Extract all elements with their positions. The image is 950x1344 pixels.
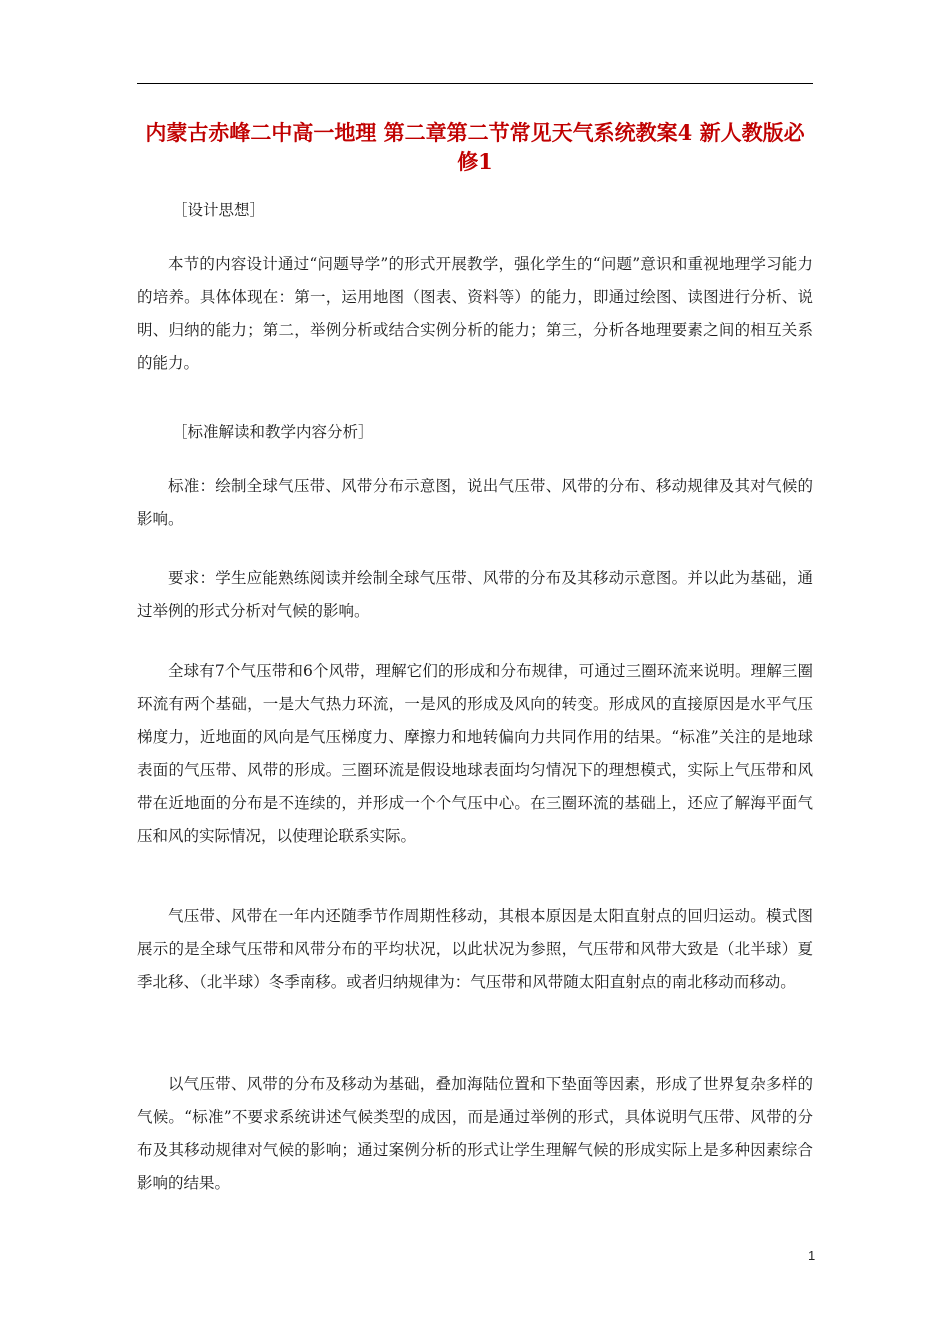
page-number: 1 [808,1248,816,1263]
paragraph-requirement: 要求：学生应能熟练阅读并绘制全球气压带、风带的分布及其移动示意图。并以此为基础，通过举例的形式分析对气候的影响。 [137,569,813,620]
header-rule [137,83,813,84]
document-title: 内蒙古赤峰二中高一地理 第二章第二节常见天气系统教案4 新人教版必修1 [145,120,805,174]
paragraph-climate-influence: 以气压带、风带的分布及移动为基础，叠加海陆位置和下垫面等因素，形成了世界复杂多样的气候。“标准”不要求系统讲述气候类型的成因，而是通过举例的形式，具体说明气压带、风带的分布及其移动规律对气候的影响；通过案例分析的形式让学生理解气候的形成实际上是多种因素综合影响的结果。 [137,1075,813,1192]
section-heading-standard: ［标准解读和教学内容分析］ [172,423,374,441]
section-heading-design: ［设计思想］ [172,201,266,219]
paragraph-design: 本节的内容设计通过“问题导学”的形式开展教学，强化学生的“问题”意识和重视地理学习能力的培养。具体体现在：第一，运用地图（图表、资料等）的能力，即通过绘图、读图进行分析、说明、归纳的能力；第二，举例分析或结合实例分析的能力；第三，分析各地理要素之间的相互关系的能力。 [137,255,813,372]
paragraph-standard: 标准：绘制全球气压带、风带分布示意图，说出气压带、风带的分布、移动规律及其对气候的影响。 [137,477,813,528]
paragraph-global-pressure: 全球有7个气压带和6个风带，理解它们的形成和分布规律，可通过三圈环流来说明。理解三圈环流有两个基础，一是大气热力环流，一是风的形成及风向的转变。形成风的直接原因是水平气压梯度力，近地面的风向是气压梯度力、摩擦力和地转偏向力共同作用的结果。“标准”关注的是地球表面的气压带、风带的形成。三圈环流是假设地球表面均匀情况下的理想模式，实际上气压带和风带在近地面的分布是不连续的，并形成一个个气压中心。在三圈环流的基础上，还应了解海平面气压和风的实际情况，以使理论联系实际。 [137,662,813,845]
paragraph-seasonal-movement: 气压带、风带在一年内还随季节作周期性移动，其根本原因是太阳直射点的回归运动。模式图展示的是全球气压带和风带分布的平均状况，以此状况为参照，气压带和风带大致是（北半球）夏季北移、（北半球）冬季南移。或者归纳规律为：气压带和风带随太阳直射点的南北移动而移动。 [137,907,813,991]
